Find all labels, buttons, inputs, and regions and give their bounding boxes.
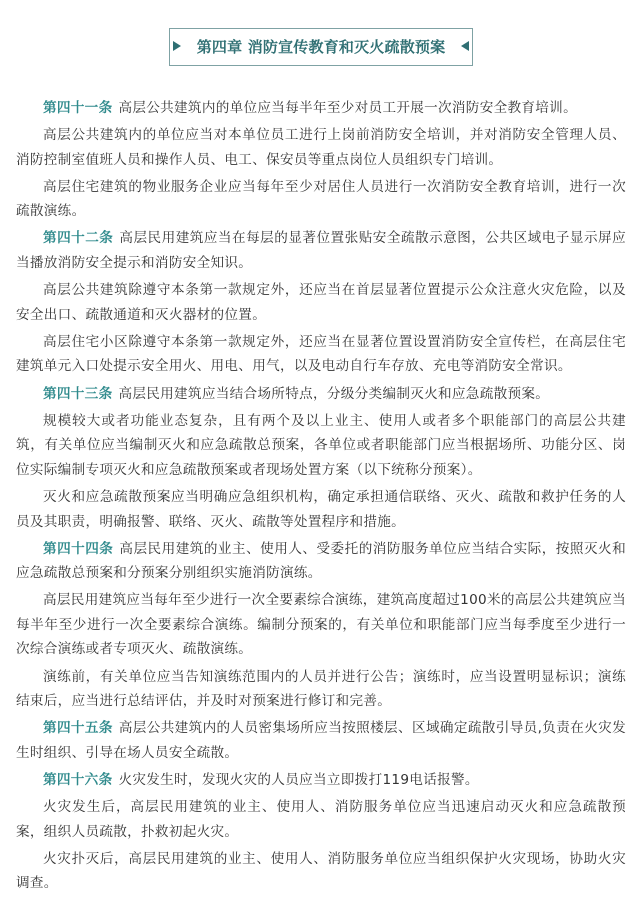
article-number: 第四十三条 [43, 385, 113, 402]
paragraph [16, 278, 626, 327]
paragraph [16, 123, 626, 172]
article-paragraph [16, 768, 626, 793]
paragraph-text: 高层民用建筑应当每年至少进行一次全要素综合演练，建筑高度超过100米的高层公共建筑应当每半年至少进行一次全要素综合演练。编制分预案的，有关单位和职能部门应当每季度至少进行一次综合演练或者专项灭火、疏散演练。 [16, 592, 626, 658]
article-paragraph [16, 716, 626, 765]
article-paragraph [16, 382, 626, 407]
paragraph-text: 高层民用建筑应当结合场所特点，分级分类编制灭火和应急疏散预案。 [118, 385, 550, 402]
paragraph-text: 高层公共建筑内的单位应当每半年至少对员工开展一次消防安全教育培训。 [118, 100, 577, 116]
paragraph-text: 高层民用建筑应当在每层的显著位置张贴安全疏散示意图，公共区域电子显示屏应当播放消防安全提示和消防安全知识。 [16, 230, 627, 272]
triangle-right-icon [173, 41, 181, 51]
paragraph [16, 795, 626, 844]
article-number: 第四十二条 [43, 230, 114, 247]
paragraph-text: 演练前，有关单位应当告知演练范围内的人员并进行公告；演练时，应当设置明显标识；演练结束后，应当进行总结评估，并及时对预案进行修订和完善。 [16, 668, 626, 710]
article-paragraph [16, 96, 626, 121]
paragraph [16, 409, 626, 483]
paragraph-text: 高层住宅小区除遵守本条第一款规定外，还应当在显著位置设置消防安全宣传栏，在高层住宅建筑单元入口处提示安全用火、用电、用气，以及电动自行车存放、充电等消防安全常识。 [16, 333, 626, 375]
paragraph [16, 330, 626, 379]
paragraph [16, 175, 626, 224]
article-paragraph [16, 537, 626, 586]
paragraph-text: 火灾发生后，高层民用建筑的业主、使用人、消防服务单位应当迅速启动灭火和应急疏散预案，组织人员疏散，扑救初起火灾。 [16, 799, 626, 840]
paragraph [16, 847, 626, 896]
paragraph-text: 高层公共建筑除遵守本条第一款规定外，还应当在首层显著位置提示公众注意火灾危险，以及安全出口、疏散通道和灭火器材的位置。 [16, 282, 626, 323]
paragraph-text: 高层住宅建筑的物业服务企业应当每年至少对居住人员进行一次消防安全教育培训，进行一次疏散演练。 [16, 178, 626, 220]
paragraph [16, 665, 626, 714]
article-paragraph [16, 226, 626, 275]
triangle-left-icon [461, 41, 469, 51]
paragraph-text: 火灾扑灭后，高层民用建筑的业主、使用人、消防服务单位应当组织保护火灾现场，协助火灾调查。 [16, 850, 626, 892]
paragraph-text: 火灾发生时，发现火灾的人员应当立即拨打119电话报警。 [118, 771, 479, 788]
paragraph [16, 588, 626, 662]
paragraph-text: 高层公共建筑内的单位应当对本单位员工进行上岗前消防安全培训，并对消防安全管理人员、消防控制室值班人员和操作人员、电工、保安员等重点岗位人员组织专门培训。 [16, 127, 626, 168]
paragraph-text: 灭火和应急疏散预案应当明确应急组织机构，确定承担通信联络、灭火、疏散和救护任务的人员及其职责，明确报警、联络、灭火、疏散等处置程序和措施。 [16, 488, 626, 530]
paragraph-text: 规模较大或者功能业态复杂，且有两个及以上业主、使用人或者多个职能部门的高层公共建筑，有关单位应当编制灭火和应急疏散总预案，各单位或者职能部门应当根据场所、功能分区、岗位实际编制专项灭火和应急疏散预案或者现场处置方案（以下统称分预案）。 [16, 412, 626, 478]
article-number: 第四十一条 [43, 100, 113, 116]
paragraph-text: 高层公共建筑内的人员密集场所应当按照楼层、区域确定疏散引导员,负责在火灾发生时组织、引导在场人员安全疏散。 [16, 720, 627, 761]
regulation-text [16, 96, 626, 898]
paragraph-text: 高层民用建筑的业主、使用人、受委托的消防服务单位应当结合实际，按照灭火和应急疏散总预案和分预案分别组织实施消防演练。 [16, 540, 627, 582]
article-number: 第四十四条 [43, 540, 114, 557]
article-number: 第四十五条 [43, 720, 113, 737]
paragraph [16, 485, 626, 534]
chapter-title: 第四章 消防宣传教育和灭火疏散预案 [196, 38, 446, 56]
article-number: 第四十六条 [43, 771, 113, 788]
